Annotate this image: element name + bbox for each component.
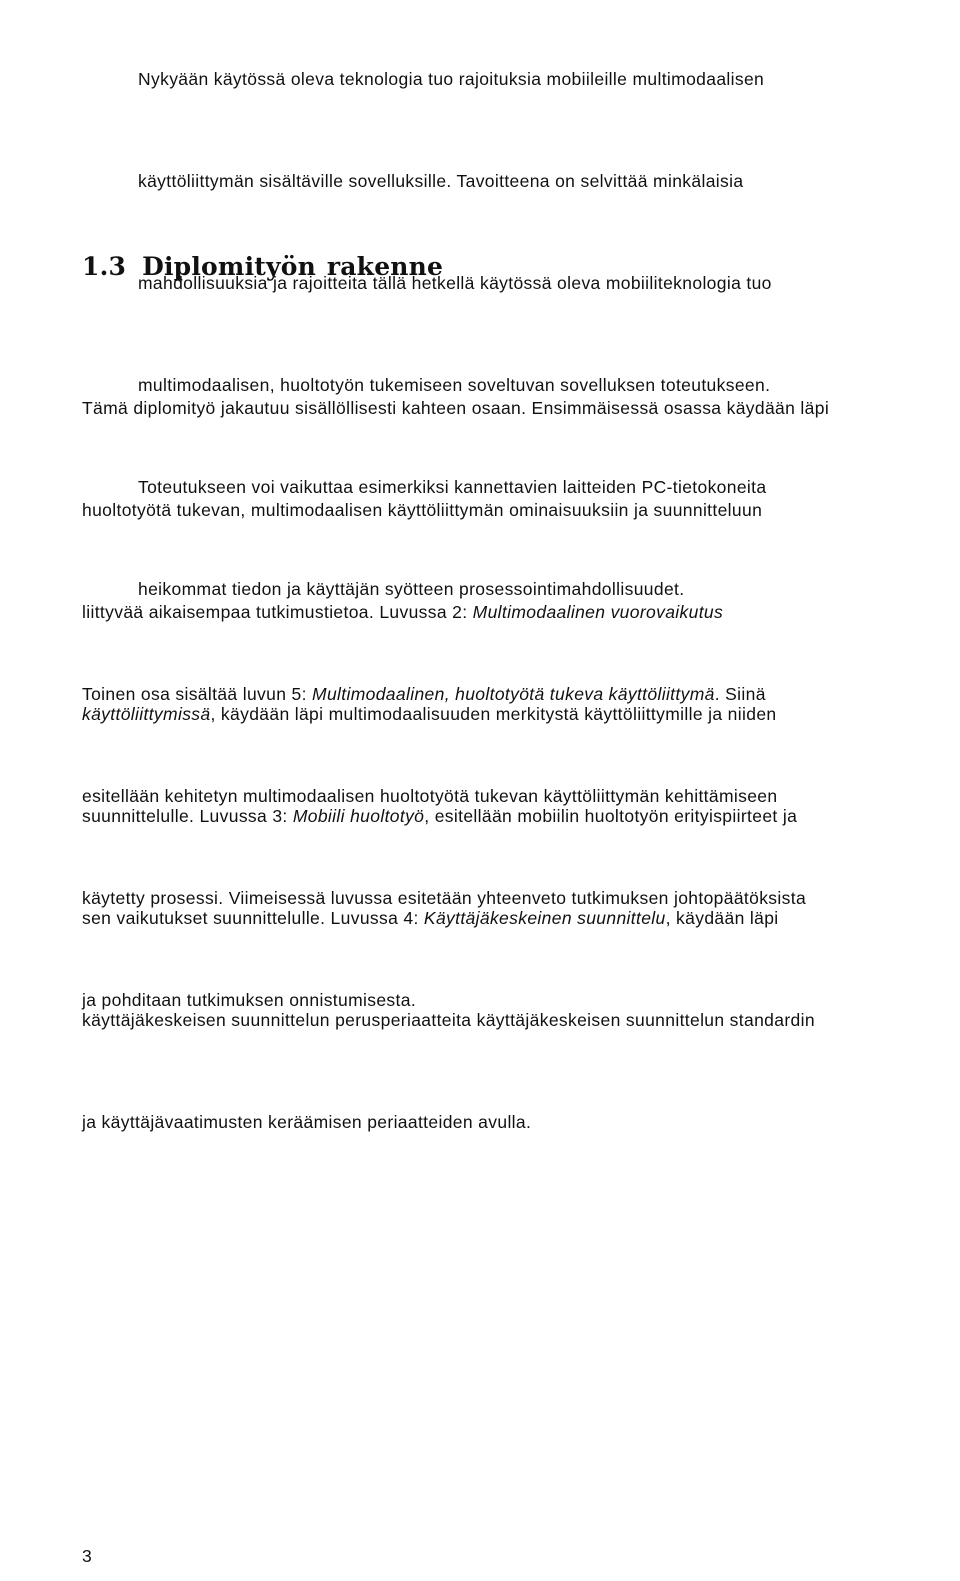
paragraph-line: käyttäjäkeskeisen suunnittelun perusperiaatteita käyttäjäkeskeisen suunnittelun standardin <box>82 1010 815 1030</box>
section-title: Diplomityön rakenne <box>142 252 444 281</box>
text-run: sen vaikutukset suunnittelulle. Luvussa 4: <box>82 908 424 928</box>
text-run: . Siinä <box>714 684 766 704</box>
chapter-title-emphasis: Multimodaalinen vuorovaikutus <box>472 602 724 622</box>
chapter-title-emphasis: käyttöliittymissä <box>82 704 211 724</box>
text-run: , käydään läpi multimodaalisuuden merkitystä käyttöliittymille ja niiden <box>210 704 777 724</box>
paragraph-line: ja pohditaan tutkimuksen onnistumisesta. <box>82 990 417 1010</box>
text-run: Toinen osa sisältää luvun 5: <box>82 684 313 704</box>
paragraph-line: ja käyttäjävaatimusten keräämisen periaatteiden avulla. <box>82 1112 532 1132</box>
paragraph-line: käytetty prosessi. Viimeisessä luvussa esitetään yhteenveto tutkimuksen johtopäätöksista <box>82 888 807 908</box>
section-heading <box>82 252 443 281</box>
intro-line: multimodaalisen, huoltotyön tukemiseen soveltuvan sovelluksen toteutukseen. <box>138 375 771 395</box>
paragraph-line: huoltotyötä tukevan, multimodaalisen käyttöliittymän ominaisuuksiin ja suunnitteluun <box>82 500 763 520</box>
text-run: liittyvää aikaisempaa tutkimustietoa. Luvussa 2: <box>82 602 473 622</box>
intro-line: heikommat tiedon ja käyttäjän syötteen prosessointimahdollisuudet. <box>138 579 685 599</box>
intro-line: Nykyään käytössä oleva teknologia tuo rajoituksia mobiileille multimodaalisen <box>138 69 765 89</box>
section-number: 1.3 <box>82 252 127 281</box>
chapter-title-emphasis: Mobiili huoltotyö <box>292 806 425 826</box>
second-part-paragraph <box>82 609 806 1085</box>
text-run: , esitellään mobiilin huoltotyön erityispiirteet ja <box>424 806 798 826</box>
intro-line: Toteutukseen voi vaikuttaa esimerkiksi kannettavien laitteiden PC-tietokoneita <box>138 477 767 497</box>
text-run: suunnittelulle. Luvussa 3: <box>82 806 293 826</box>
intro-line: käyttöliittymän sisältäville sovelluksille. Tavoitteena on selvittää minkälaisia <box>138 171 744 191</box>
page-number: 3 <box>82 1546 92 1566</box>
chapter-title-emphasis: Multimodaalinen, huoltotyötä tukeva käyttöliittymä <box>312 684 715 704</box>
paragraph-line <box>82 677 806 711</box>
paragraph-line: Tämä diplomityö jakautuu sisällöllisesti kahteen osaan. Ensimmäisessä osassa käydään läpi <box>82 398 830 418</box>
intro-line: mahdollisuuksia ja rajoitteita tällä hetkellä käytössä oleva mobiiliteknologia tuo <box>138 273 772 293</box>
text-run: , käydään läpi <box>665 908 779 928</box>
paragraph-line: esitellään kehitetyn multimodaalisen huoltotyötä tukevan käyttöliittymän kehittämiseen <box>82 786 778 806</box>
chapter-title-emphasis: Käyttäjäkeskeinen suunnittelu <box>423 908 666 928</box>
